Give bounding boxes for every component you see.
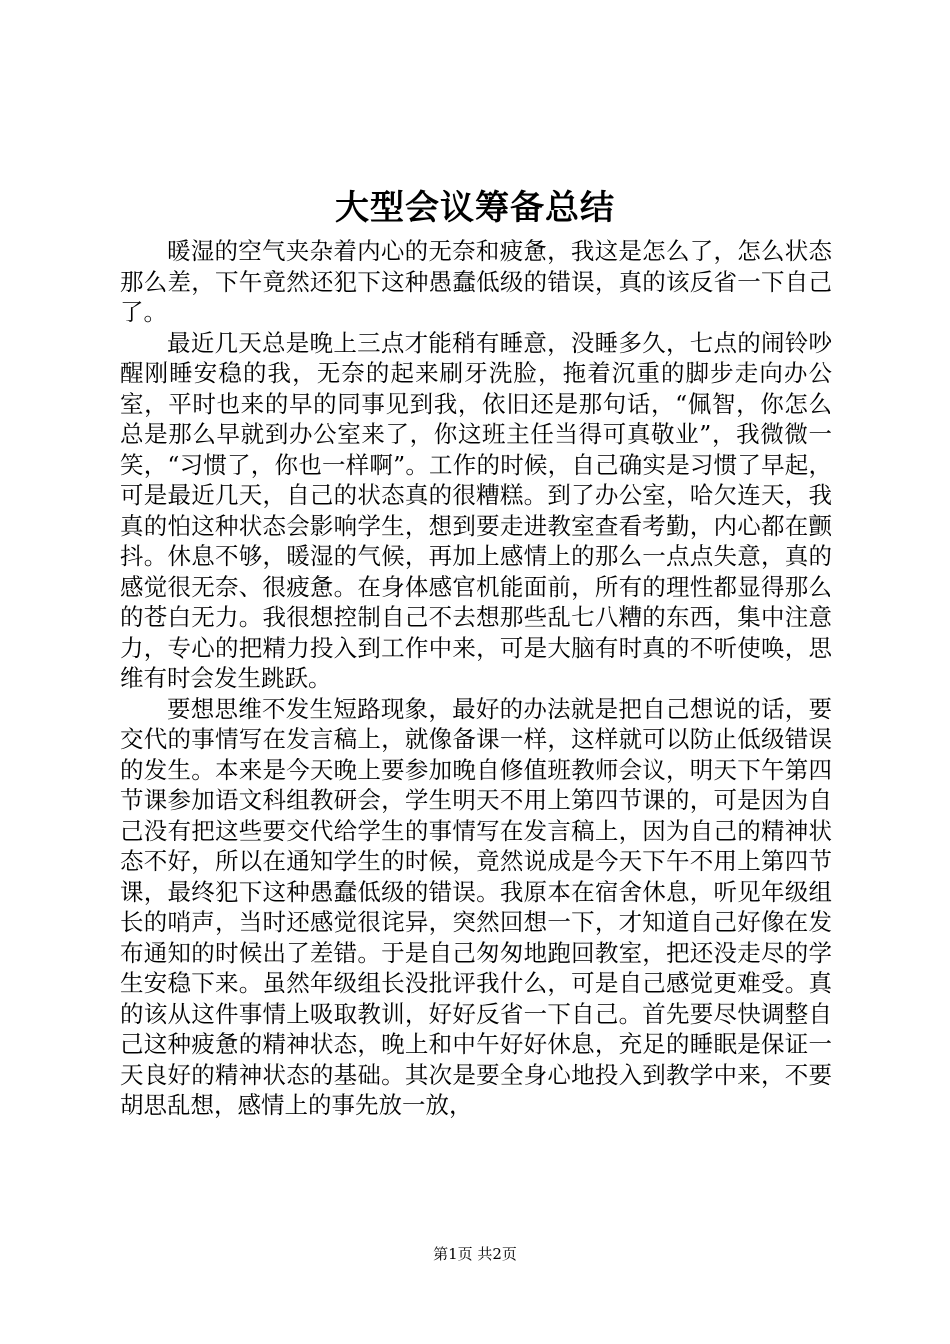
document-body	[120, 236, 832, 1121]
paragraph-3: 要想思维不发生短路现象，最好的办法就是把自己想说的话，要交代的事情写在发言稿上，就像备课一样，这样就可以防止低级错误的发生。本来是今天晚上要参加晚自修值班教师会议，明天下午第四节课参加语文科组教研会，学生明天不用上第四节课的，可是因为自己没有把这些要交代给学生的事情写在发言稿上，因为自己的精神状态不好，所以在通知学生的时候，竟然说成是今天下午不用上第四节课，最终犯下这种愚蠢低级的错误。我原本在宿舍休息，听见年级组长的哨声，当时还感觉很诧异，突然回想一下，才知道自己好像在发布通知的时候出了差错。于是自己匆匆地跑回教室，把还没走尽的学生安稳下来。虽然年级组长没批评我什么，可是自己感觉更难受。真的该从这件事情上吸取教训，好好反省一下自己。首先要尽快调整自己这种疲惫的精神状态，晚上和中午好好休息，充足的睡眠是保证一天良好的精神状态的基础。其次是要全身心地投入到教学中来，不要胡思乱想，感情上的事先放一放，	[120, 694, 832, 1119]
document-title: 大型会议筹备总结	[335, 188, 615, 228]
paragraph-2: 最近几天总是晚上三点才能稍有睡意，没睡多久，七点的闹铃吵醒刚睡安稳的我，无奈的起来刷牙洗脸，拖着沉重的脚步走向办公室，平时也来的早的同事见到我，依旧还是那句话，“佩智，你怎么总是那么早就到办公室来了，你这班主任当得可真敬业”，我微微一笑，“习惯了，你也一样啊”。工作的时候，自己确实是习惯了早起，可是最近几天，自己的状态真的很糟糕。到了办公室，哈欠连天，我真的怕这种状态会影响学生，想到要走进教室查看考勤，内心都在颤抖。休息不够，暖湿的气候，再加上感情上的那么一点点失意，真的感觉很无奈、很疲惫。在身体感官机能面前，所有的理性都显得那么的苍白无力。我很想控制自己不去想那些乱七八糟的东西，集中注意力，专心的把精力投入到工作中来，可是大脑有时真的不听使唤，思维有时会发生跳跃。	[120, 328, 832, 692]
paragraph-1: 暖湿的空气夹杂着内心的无奈和疲惫，我这是怎么了，怎么状态那么差，下午竟然还犯下这种愚蠢低级的错误，真的该反省一下自己了。	[120, 237, 832, 326]
page-footer: 第1页 共2页	[433, 1245, 517, 1263]
